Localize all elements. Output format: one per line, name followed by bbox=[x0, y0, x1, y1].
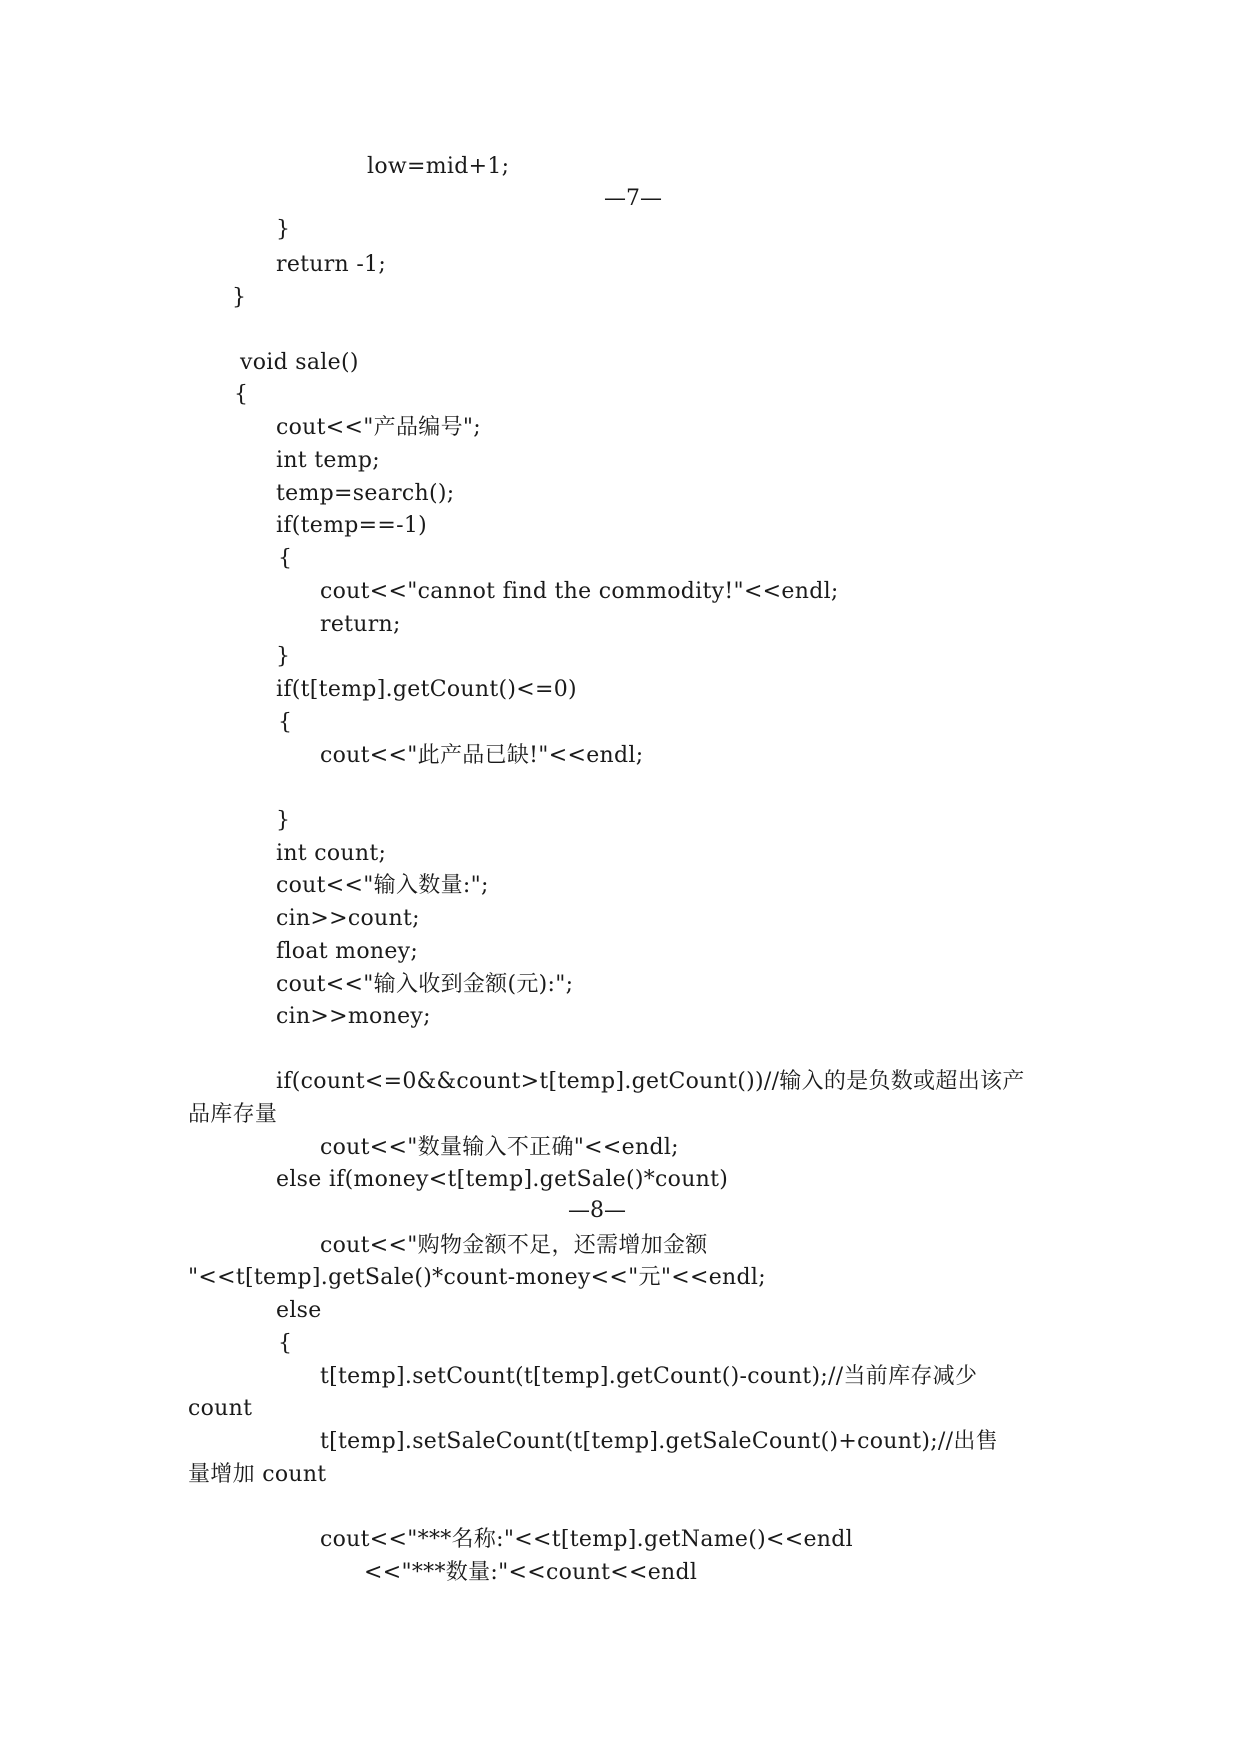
code-line: cout<<"产品编号"; bbox=[276, 415, 481, 440]
code-line: t[temp].setCount(t[temp].getCount()-count);//当前库存减少 bbox=[320, 1364, 978, 1389]
code-line: t[temp].setSaleCount(t[temp].getSaleCount()+count);//出售 bbox=[320, 1429, 998, 1454]
code-line: cin>>money; bbox=[276, 1004, 431, 1029]
code-line: else if(money<t[temp].getSale()*count) bbox=[276, 1167, 729, 1192]
code-line: cout<<"***名称:"<<t[temp].getName()<<endl bbox=[320, 1527, 853, 1552]
code-line: int count; bbox=[276, 841, 387, 866]
code-line: { bbox=[278, 1331, 293, 1356]
code-line: temp=search(); bbox=[276, 481, 455, 506]
code-line: } bbox=[232, 285, 247, 310]
code-line: cout<<"此产品已缺!"<<endl; bbox=[320, 743, 644, 768]
code-line: "<<t[temp].getSale()*count-money<<"元"<<endl; bbox=[188, 1265, 766, 1290]
code-line: } bbox=[276, 217, 291, 242]
page-number-marker: —7— bbox=[604, 186, 662, 211]
code-line: void sale() bbox=[240, 350, 359, 375]
code-line: else bbox=[276, 1298, 322, 1323]
code-line: <<"***数量:"<<count<<endl bbox=[364, 1560, 698, 1585]
code-line: { bbox=[278, 710, 293, 735]
code-line: int temp; bbox=[276, 448, 380, 473]
page-number-marker: —8— bbox=[568, 1198, 626, 1223]
code-line: { bbox=[278, 546, 293, 571]
code-line: if(count<=0&&count>t[temp].getCount())//输入的是负数或超出该产 bbox=[276, 1069, 1025, 1094]
code-line: cout<<"输入数量:"; bbox=[276, 873, 489, 898]
code-line: float money; bbox=[276, 939, 419, 964]
code-line: { bbox=[234, 382, 249, 407]
code-line: 量增加 count bbox=[188, 1462, 327, 1487]
code-line: 品库存量 bbox=[188, 1102, 278, 1127]
code-line: cout<<"cannot find the commodity!"<<endl; bbox=[320, 579, 839, 604]
code-line: if(temp==-1) bbox=[276, 513, 428, 538]
code-line: } bbox=[276, 808, 291, 833]
code-line: cout<<"输入收到金额(元):"; bbox=[276, 972, 574, 997]
code-line: if(t[temp].getCount()<=0) bbox=[276, 677, 577, 702]
code-line: low=mid+1; bbox=[367, 154, 510, 179]
code-line: cout<<"数量输入不正确"<<endl; bbox=[320, 1135, 679, 1160]
code-line: return -1; bbox=[276, 252, 387, 277]
code-line: } bbox=[276, 644, 291, 669]
code-line: cin>>count; bbox=[276, 906, 420, 931]
code-line: return; bbox=[320, 612, 401, 637]
code-line: cout<<"购物金额不足，还需增加金额 bbox=[320, 1233, 708, 1258]
code-line: count bbox=[188, 1396, 253, 1421]
